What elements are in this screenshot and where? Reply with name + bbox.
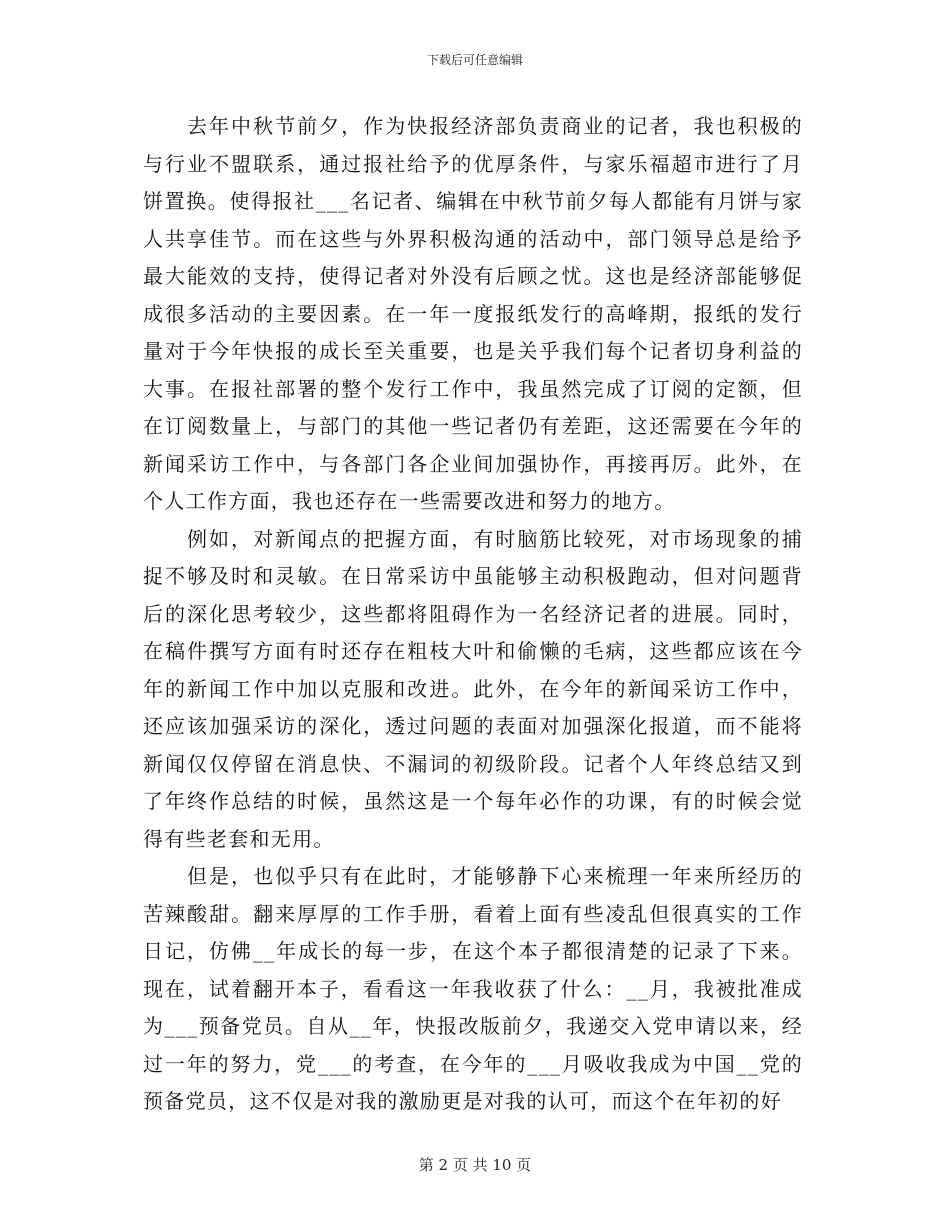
paragraph-2: 例如，对新闻点的把握方面，有时脑筋比较死，对市场现象的捕捉不够及时和灵敏。在日常采访中虽能够主动积极跑动，但对问题背后的深化思考较少，这些都将阻碍作为一名经济记者的进展。同时，在稿件撰写方面有时还存在粗枝大叶和偷懒的毛病，这些都应该在今年的新闻工作中加以克服和改进。此外，在今年的新闻采访工作中，还应该加强采访的深化，透过问题的表面对加强深化报道，而不能将新闻仅仅停留在消息快、不漏词的初级阶段。记者个人年终总结又到了年终作总结的时候，虽然这是一个每年必作的功课，有的时候会觉得有些老套和无用。 — [143, 526, 803, 851]
document-body — [143, 108, 803, 1121]
page-number-footer: 第 2 页 共 10 页 — [418, 1156, 532, 1174]
page-header: 下载后可任意编辑 — [426, 53, 523, 67]
paragraph-1: 去年中秋节前夕，作为快报经济部负责商业的记者，我也积极的与行业不盟联系，通过报社给予的优厚条件，与家乐福超市进行了月饼置换。使得报社___名记者、编辑在中秋节前夕每人都能有月饼与家人共享佳节。而在这些与外界积极沟通的活动中，部门领导总是给予最大能效的支持，使得记者对外没有后顾之忧。这也是经济部能够促成很多活动的主要因素。在一年一度报纸发行的高峰期，报纸的发行量对于今年快报的成长至关重要，也是关乎我们每个记者切身利益的大事。在报社部署的整个发行工作中，我虽然完成了订阅的定额，但在订阅数量上，与部门的其他一些记者仍有差距，这还需要在今年的新闻采访工作中，与各部门各企业间加强协作，再接再厉。此外，在个人工作方面，我也还存在一些需要改进和努力的地方。 — [143, 114, 803, 513]
paragraph-3: 但是，也似乎只有在此时，才能够静下心来梳理一年来所经历的苦辣酸甜。翻来厚厚的工作手册，看着上面有些凌乱但很真实的工作日记，仿佛__年成长的每一步，在这个本子都很清楚的记录了下来。现在，试着翻开本子，看看这一年我收获了什么：__月，我被批准成为___预备党员。自从__年，快报改版前夕，我递交入党申请以来，经过一年的努力，党___的考查，在今年的___月吸收我成为中国__党的预备党员，这不仅是对我的激励更是对我的认可，而这个在年初的好 — [143, 864, 803, 1113]
